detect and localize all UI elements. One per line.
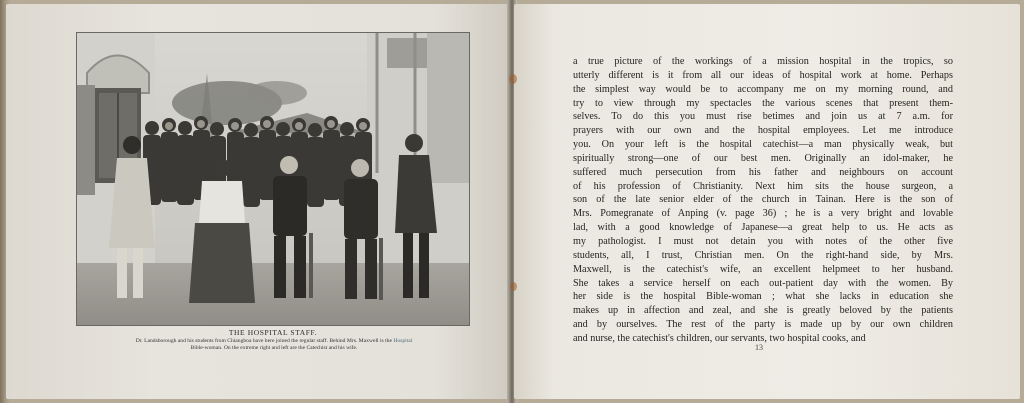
text-line: you. On your left is the hospital catechist—a man physically weak, but (573, 139, 953, 151)
text-line: of his profession of Christianity. Next him sits the house surgeon, a (573, 180, 953, 192)
foxing-stain (509, 74, 517, 84)
photo-caption-highlight: Hospital (393, 338, 413, 344)
text-line: son of the late senior elder of the church in Tainan. Here is the son of (573, 194, 953, 206)
photo-caption-line-2: Bible-woman. On the extreme right and left are the Catechist and his wife. (190, 345, 358, 352)
text-line: suffered much persecution from his father and neighbours on account (573, 166, 953, 178)
text-line: and by ourselves. The rest of the party is made up by our own children (573, 319, 953, 331)
text-line: try to view through my spectacles the various scenes that present them- (573, 97, 953, 109)
foxing-stain (510, 282, 517, 291)
text-line: utterly different is it from all our ideas of hospital work at home. Perhaps (573, 69, 953, 81)
text-line: a true picture of the workings of a mission hospital in the tropics, so (573, 56, 953, 67)
text-line: makes up in affection and zeal, and she is greatly beloved by the patients (573, 305, 953, 317)
text-line: spiritually strong—one of our best men. Originally an idol-maker, he (573, 152, 953, 164)
text-line: lad, with a good knowledge of Japanese—a great help to us. He acts as (573, 222, 953, 234)
text-line: my pathologist. I must not detain you with notes of the other five (573, 235, 953, 247)
text-line: Maxwell, is the catechist's wife, an excellent helpmeet to her husband. (573, 263, 953, 275)
photo-caption-title: THE HOSPITAL STAFF. (228, 328, 318, 337)
text-line: students, all, I trust, Christian men. On the right-hand side, by Mrs. (573, 249, 953, 261)
photo-caption-line-1: Dr. Landsborough and his students from Chiangboa have here joined the regular staff. Behind Mrs. Maxwell is the (135, 338, 394, 344)
text-line: Mrs. Pomegranate of Anping (v. page 36) ; he is a very bright and lovable (573, 208, 953, 220)
text-line: the simplest way would be to accompany me on my morning round, and (573, 83, 953, 95)
text-line: prayers with our own and the hospital employees. Let me introduce (573, 125, 953, 137)
hospital-staff-photo (76, 32, 470, 326)
page-number: 13 (755, 343, 763, 352)
text-line: She takes a service herself on each out-patient day with the women. By (573, 277, 953, 289)
photo-illustration (77, 33, 470, 326)
text-line: selves. To do this you must rise betimes and join us at 7 a.m. for (573, 111, 953, 123)
text-line: her side is the hospital Bible-woman ; what she lacks in education she (573, 291, 953, 303)
photo-caption-body (82, 338, 466, 352)
body-text (573, 55, 953, 346)
text-line: and nurse, the catechist's children, our servants, two hospital cooks, and (573, 332, 866, 344)
